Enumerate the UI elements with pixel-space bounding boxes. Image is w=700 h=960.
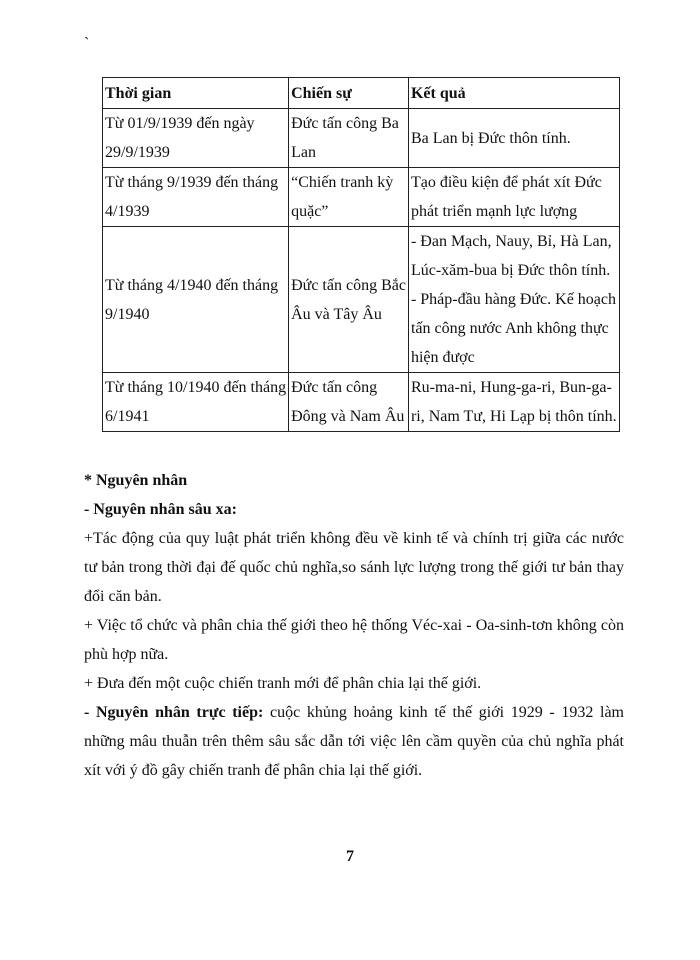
event-cell xyxy=(289,373,409,432)
table-header-row xyxy=(103,78,620,109)
cell-line: Từ 01/9/1939 đến ngày xyxy=(105,115,255,132)
result-cell xyxy=(408,373,619,432)
table-row xyxy=(103,168,620,227)
event-cell xyxy=(289,227,409,373)
cell-line: Đông và Nam Âu xyxy=(291,408,405,425)
cell-line: ri, Nam Tư, Hi Lạp bị thôn tính. xyxy=(410,408,617,425)
section-heading: * Nguyên nhân xyxy=(84,472,188,489)
result-cell xyxy=(408,109,619,168)
cell-line: Âu và Tây Âu xyxy=(291,305,382,323)
deep-cause-label: - Nguyên nhân sâu xa: xyxy=(84,501,237,518)
page-number: 7 xyxy=(346,848,354,865)
causes-section xyxy=(84,466,624,785)
cell-line: Đức tấn công Bắc xyxy=(291,276,406,294)
cell-line: Ru-ma-ni, Hung-ga-ri, Bun-ga- xyxy=(410,379,612,396)
event-cell xyxy=(289,168,409,227)
header-result: Kết quả xyxy=(408,78,619,109)
direct-cause-paragraph xyxy=(84,698,624,785)
time-cell xyxy=(103,373,289,432)
cell-line: “Chiến tranh kỳ xyxy=(291,174,394,191)
deep-cause-point: + Việc tổ chức và phân chia thế giới theo hệ thống Véc-xai - Oa-sinh-tơn không còn phù hợp nữa. xyxy=(84,617,624,663)
cell-line: Lúc-xăm-bua bị Đức thôn tính. xyxy=(410,262,611,279)
cell-line: 4/1939 xyxy=(105,203,150,220)
cell-line: 9/1940 xyxy=(105,305,150,323)
time-cell xyxy=(103,168,289,227)
cell-line: 29/9/1939 xyxy=(105,144,170,161)
result-cell xyxy=(408,168,619,227)
deep-cause-point: + Đưa đến một cuộc chiến tranh mới để phân chia lại thế giới. xyxy=(84,675,482,692)
cell-line: Đức tấn công xyxy=(291,379,378,396)
header-time: Thời gian xyxy=(103,78,289,109)
table-row xyxy=(103,109,620,168)
deep-cause-point: +Tác động của quy luật phát triển không đều về kinh tế và chính trị giữa các nước tư bản trong thời đại đế quốc chủ nghĩa,so sánh lực lượng trong thế giới tư bản thay đổi căn bản. xyxy=(84,530,624,605)
cell-line: quặc” xyxy=(291,203,329,220)
cell-line: phát triển mạnh lực lượng xyxy=(410,203,578,220)
cell-line: tấn công nước Anh không thực xyxy=(410,320,609,337)
time-cell xyxy=(103,227,289,373)
stray-mark: ` xyxy=(84,35,90,52)
cell-line: Từ tháng 4/1940 đến tháng xyxy=(105,276,279,294)
direct-cause-text: cuộc khủng hoảng kinh tế thế giới 1929 - 1932 làm những mâu thuẫn trên thêm sâu sắc dẫn tới việc lên cầm quyền của chủ nghĩa phát xít với ý đồ gây chiến tranh để phân chia lại thế giới. xyxy=(84,704,625,779)
direct-cause-label: - Nguyên nhân trực tiếp: xyxy=(84,704,264,721)
cell-line: Từ tháng 9/1939 đến tháng xyxy=(105,174,279,191)
cell-line: - Pháp-đầu hàng Đức. Kế hoạch xyxy=(410,291,616,308)
cell-line: Ba Lan bị Đức thôn tính. xyxy=(410,129,571,147)
header-event: Chiến sự xyxy=(289,78,409,109)
result-cell xyxy=(408,227,619,373)
table-row xyxy=(103,227,620,373)
cell-line: Lan xyxy=(291,144,316,161)
cell-line: Từ tháng 10/1940 đến tháng xyxy=(105,379,287,396)
cell-line: hiện được xyxy=(410,349,475,366)
war-events-table xyxy=(102,77,620,432)
cell-line: Đức tấn công Ba xyxy=(291,115,399,132)
cell-line: 6/1941 xyxy=(105,408,150,425)
cell-line: Tạo điều kiện để phát xít Đức xyxy=(410,174,602,191)
event-cell xyxy=(289,109,409,168)
time-cell xyxy=(103,109,289,168)
cell-line: - Đan Mạch, Nauy, Bỉ, Hà Lan, xyxy=(410,233,612,250)
table-row xyxy=(103,373,620,432)
